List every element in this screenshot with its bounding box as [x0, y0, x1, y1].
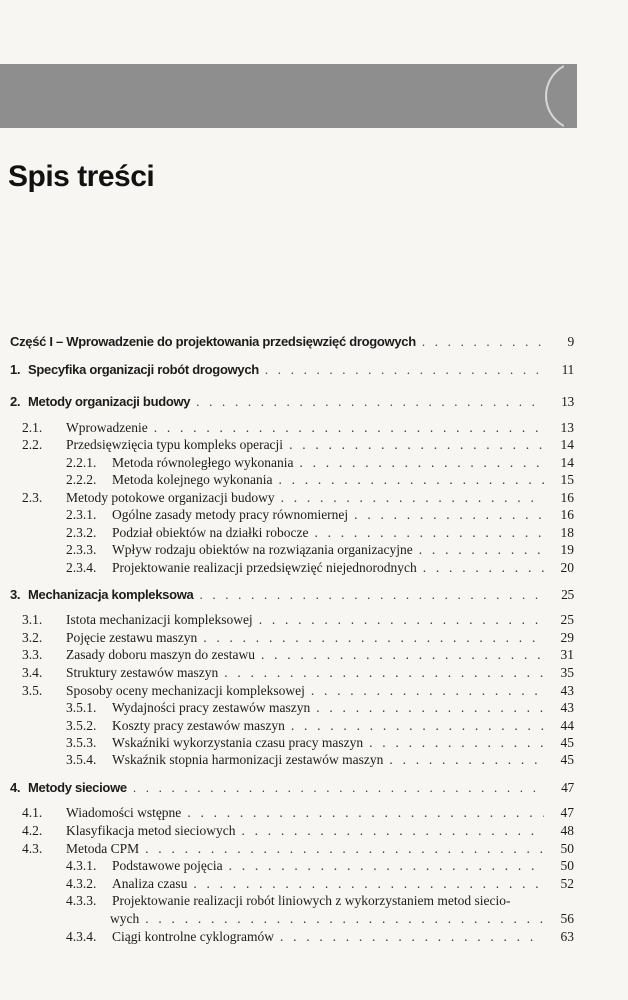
toc-entry-page: 47 [560, 805, 574, 820]
toc-entry-title: Projektowanie realizacji przedsięwzięć niejednorodnych [112, 560, 417, 575]
toc-entry-page: 16 [560, 507, 574, 522]
toc-entry-page: 20 [560, 560, 574, 575]
toc-entry [66, 472, 574, 488]
toc-entry-title: Zasady doboru maszyn do zestawu [66, 647, 255, 662]
toc-entry-title: Istota mechanizacji kompleksowej [66, 612, 253, 627]
header-arc-decoration [500, 64, 564, 128]
toc-entry [22, 805, 574, 821]
toc-leader-dots [389, 752, 544, 768]
toc-leader-dots [193, 876, 544, 892]
toc-entry-number: 3.3. [22, 647, 43, 662]
toc-entry-number: 3.5.1. [66, 700, 97, 715]
toc-entry-number: 4.3.2. [66, 876, 97, 891]
toc-entry-number: 2.2.1. [66, 455, 97, 470]
toc-entry-title: Ciągi kontrolne cyklogramów [112, 929, 274, 944]
toc-entry-page: 50 [560, 858, 574, 873]
toc-leader-dots [154, 420, 544, 436]
toc-entry-number: 2.3.4. [66, 560, 97, 575]
toc-entry-page: 25 [560, 612, 574, 627]
toc-entry-page: 63 [560, 929, 574, 944]
toc-entry-number: 2.2.2. [66, 472, 97, 487]
toc-entry-page: 14 [560, 437, 574, 452]
toc-entry-number: 2.3. [22, 490, 43, 505]
toc-entry-title: Wskaźnik stopnia harmonizacji zestawów maszyn [112, 752, 384, 767]
toc-entry-page: 43 [560, 700, 574, 715]
toc-leader-dots [199, 587, 544, 603]
toc-leader-dots [265, 362, 544, 378]
toc-entry-page: 50 [560, 841, 574, 856]
toc-entry-title: Metody sieciowe [28, 780, 127, 795]
toc-entry [22, 665, 574, 681]
toc-entry-page: 35 [560, 665, 574, 680]
toc-entry-page: 29 [560, 630, 574, 645]
toc-leader-dots [316, 700, 544, 716]
toc-entry [66, 700, 574, 716]
toc-entry [22, 841, 574, 857]
toc-entry [66, 542, 574, 558]
toc-entry-number: 3.5.4. [66, 752, 97, 767]
toc-entry [22, 683, 574, 699]
toc-leader-dots [311, 683, 544, 699]
toc-leader-dots [187, 805, 544, 821]
toc-entry-number: 2.3.2. [66, 525, 97, 540]
toc-entry-page: 16 [560, 490, 574, 505]
toc-leader-dots [203, 630, 544, 646]
toc-entry-page: 43 [560, 683, 574, 698]
toc-entry-page: 14 [560, 455, 574, 470]
toc-leader-dots [229, 858, 544, 874]
toc-leader-dots [145, 911, 544, 927]
toc-entry-title: Koszty pracy zestawów maszyn [112, 718, 285, 733]
toc-leader-dots [133, 780, 544, 796]
toc-entry-title: Metoda kolejnego wykonania [112, 472, 273, 487]
toc-entry-number: 2.3.3. [66, 542, 97, 557]
toc-entry-page: 13 [561, 394, 574, 409]
toc-entry-title: Klasyfikacja metod sieciowych [66, 823, 236, 838]
toc-entry [22, 437, 574, 453]
toc-entry-number: 4.1. [22, 805, 43, 820]
toc-entry-number: 2.1. [22, 420, 43, 435]
toc-leader-dots [369, 735, 544, 751]
toc-entry [10, 587, 574, 603]
page-title: Spis treści [8, 160, 155, 193]
toc-entry-title: Wydajności pracy zestawów maszyn [112, 700, 311, 715]
toc-entry-title: Metoda równoległego wykonania [112, 455, 294, 470]
toc-entry-page: 18 [560, 525, 574, 540]
toc-entry-title: Metody organizacji budowy [28, 394, 191, 409]
toc-entry-title: Metody potokowe organizacji budowy [66, 490, 275, 505]
toc-leader-dots [354, 507, 544, 523]
toc-entry-page: 48 [560, 823, 574, 838]
toc-entry-number: 3.2. [22, 630, 43, 645]
toc-entry-title: Część I – Wprowadzenie do projektowania przedsięwzięć drogowych [10, 334, 416, 349]
toc-entry [66, 876, 574, 892]
toc-entry-page: 31 [560, 647, 574, 662]
toc-entry-title: Metoda CPM [66, 841, 140, 856]
toc-entry-number: 2.2. [22, 437, 43, 452]
toc-entry-title: Wiadomości wstępne [66, 805, 182, 820]
toc-leader-dots [314, 525, 544, 541]
toc-entry-title: Wskaźniki wykorzystania czasu pracy maszyn [112, 735, 364, 750]
toc-entry-number: 2. [10, 394, 21, 409]
toc-leader-dots [422, 334, 544, 350]
toc-entry [66, 525, 574, 541]
toc-entry-page: 15 [560, 472, 574, 487]
toc-entry [10, 780, 574, 796]
toc-leader-dots [281, 490, 544, 506]
toc-entry [66, 735, 574, 751]
toc-entry [10, 394, 574, 410]
toc-entry-title: Ogólne zasady metody pracy równomiernej [112, 507, 349, 522]
toc-entry-page: 9 [567, 334, 574, 349]
toc-entry-number: 3.1. [22, 612, 43, 627]
toc-entry-page: 19 [560, 542, 574, 557]
header-band-end [577, 64, 628, 128]
toc-entry [22, 490, 574, 506]
toc-entry [22, 612, 574, 628]
toc-entry [66, 858, 574, 874]
toc-entry [66, 929, 574, 945]
toc-entry [22, 823, 574, 839]
toc-entry [110, 911, 574, 927]
toc-leader-dots [278, 472, 544, 488]
toc-entry-title: Analiza czasu [112, 876, 188, 891]
toc-entry-number: 4. [10, 780, 21, 795]
toc-entry-number: 4.3.3. [66, 893, 97, 908]
toc-leader-dots [241, 823, 544, 839]
toc-entry-title: Podział obiektów na działki robocze [112, 525, 309, 540]
toc-entry-title: Podstawowe pojęcia [112, 858, 223, 873]
toc-leader-dots [196, 394, 544, 410]
toc-entry-page: 45 [560, 735, 574, 750]
toc-leader-dots [280, 929, 544, 945]
toc-entry-number: 4.3.1. [66, 858, 97, 873]
toc-entry-page: 56 [560, 911, 574, 926]
toc-entry-number: 4.3.4. [66, 929, 97, 944]
toc-entry-page: 47 [561, 780, 574, 795]
toc-entry-number: 3.4. [22, 665, 43, 680]
toc-entry-number: 3.5.2. [66, 718, 97, 733]
toc-entry [66, 560, 574, 576]
toc-entry-page: 44 [560, 718, 574, 733]
toc-entry-page: 25 [561, 587, 574, 602]
toc-entry [66, 893, 574, 909]
toc-entry-number: 3.5.3. [66, 735, 97, 750]
toc-entry [22, 630, 574, 646]
toc-entry-number: 2.3.1. [66, 507, 97, 522]
toc-entry [22, 420, 574, 436]
toc-leader-dots [145, 841, 544, 857]
toc-entry-title: Pojęcie zestawu maszyn [66, 630, 198, 645]
toc-entry [66, 507, 574, 523]
toc-entry-page: 52 [560, 876, 574, 891]
toc-entry [22, 647, 574, 663]
toc-leader-dots [261, 647, 544, 663]
toc-entry-title: Przedsięwzięcia typu kompleks operacji [66, 437, 284, 452]
toc-leader-dots [259, 612, 544, 628]
toc-entry [66, 718, 574, 734]
toc-entry [66, 455, 574, 471]
toc-entry-number: 1. [10, 362, 21, 377]
toc-leader-dots [419, 542, 544, 558]
toc-entry-title: Wpływ rodzaju obiektów na rozwiązania organizacyjne [112, 542, 413, 557]
toc-leader-dots [289, 437, 544, 453]
toc-entry-title: wych [110, 911, 140, 926]
toc-entry-title: Wprowadzenie [66, 420, 148, 435]
toc-entry-number: 4.3. [22, 841, 43, 856]
toc-leader-dots [423, 560, 544, 576]
toc-leader-dots [299, 455, 544, 471]
toc-entry-page: 45 [560, 752, 574, 767]
toc-entry-number: 3.5. [22, 683, 43, 698]
toc-entry [10, 362, 574, 378]
toc-leader-dots [224, 665, 544, 681]
toc-entry-title: Struktury zestawów maszyn [66, 665, 219, 680]
toc-entry-title: Sposoby oceny mechanizacji kompleksowej [66, 683, 305, 698]
toc-entry-number: 3. [10, 587, 21, 602]
toc-entry-page: 11 [561, 362, 574, 377]
toc-entry-title: Mechanizacja kompleksowa [28, 587, 194, 602]
toc-entry [66, 752, 574, 768]
toc-entry-title: Projektowanie realizacji robót liniowych z wykorzystaniem metod siecio- [112, 893, 511, 908]
toc-entry [10, 334, 574, 350]
toc-leader-dots [291, 718, 544, 734]
toc-entry-number: 4.2. [22, 823, 43, 838]
toc-entry-page: 13 [560, 420, 574, 435]
toc-entry-title: Specyfika organizacji robót drogowych [28, 362, 259, 377]
